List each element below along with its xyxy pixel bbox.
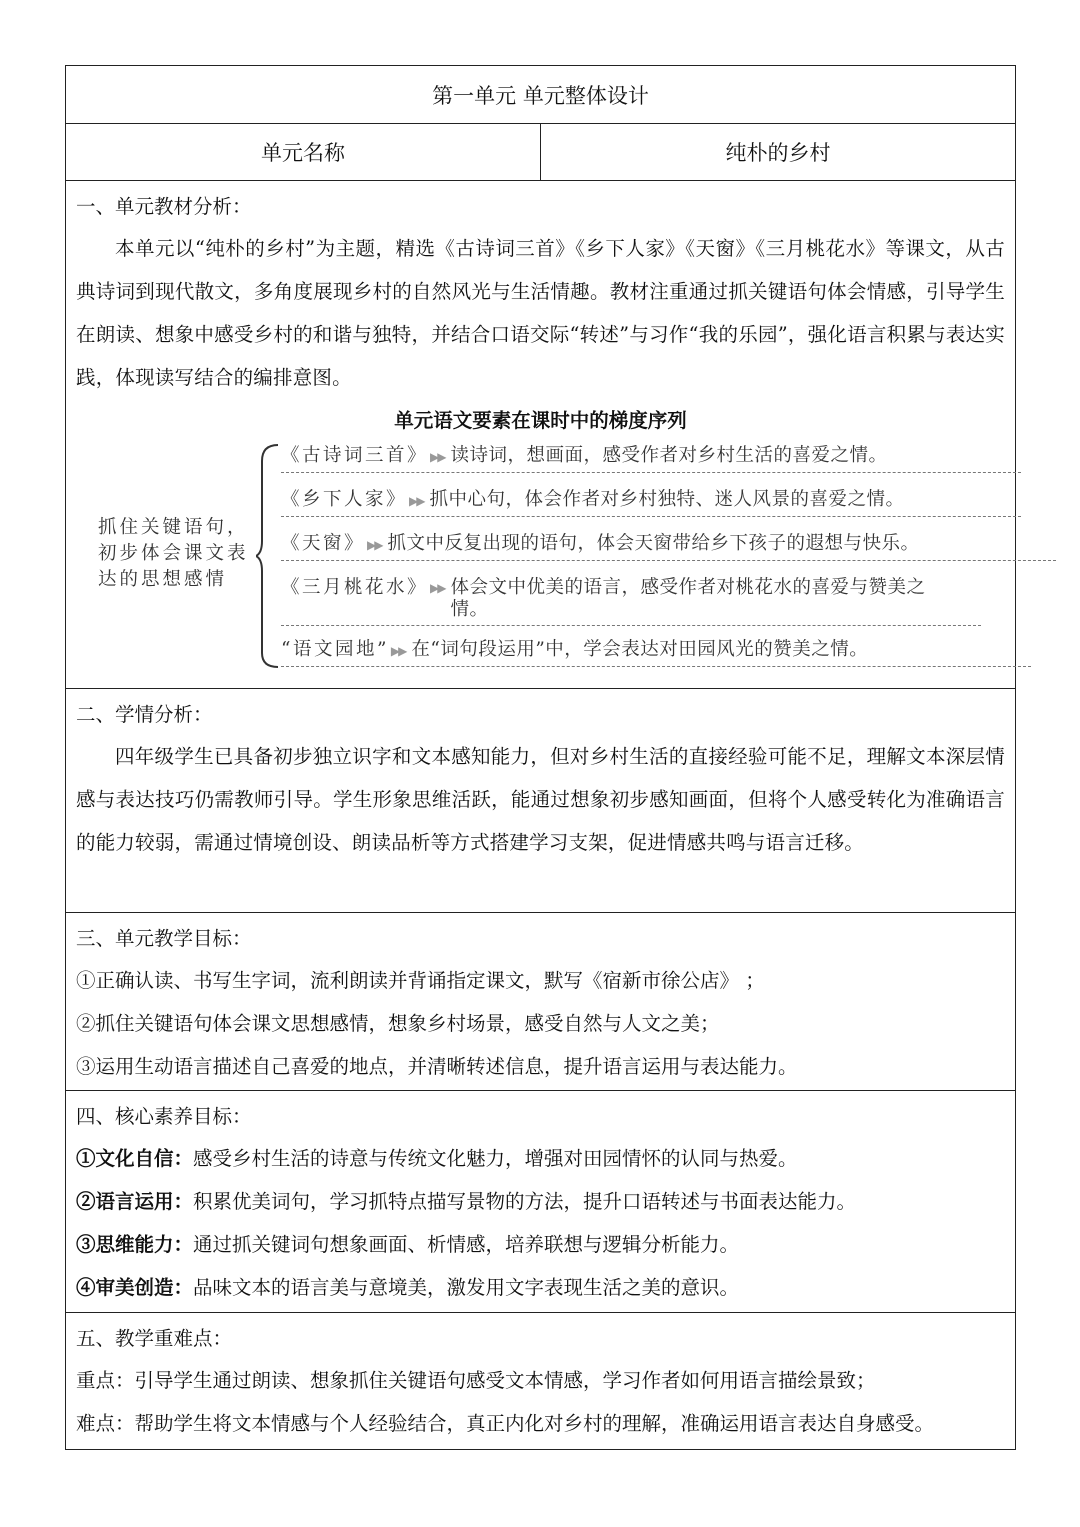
- literacy-item: [76, 1266, 1005, 1309]
- page-title: 第一单元 单元整体设计: [432, 83, 649, 108]
- goal-item: ①正确认读、书写生字词，流利朗读并背诵指定课文，默写《宿新市徐公店》 ；: [76, 969, 765, 992]
- table-title-row: [66, 66, 1015, 124]
- literacy-text: 通过抓关键词句想象画面、析情感，培养联想与逻辑分析能力。: [193, 1233, 740, 1256]
- sequence-desc: 体会文中优美的语言，感受作者对桃花水的喜爱与赞美之情。: [450, 577, 926, 620]
- sequence-desc: 抓中心句，体会作者对乡村独特、迷人风景的喜爱之情。: [429, 489, 905, 510]
- literacy-label: ①文化自信：: [76, 1147, 194, 1170]
- section-heading: 三、单元教学目标：: [76, 927, 252, 950]
- sequence-desc: 抓文中反复出现的语句，体会天窗带给乡下孩子的遐想与快乐。: [387, 533, 920, 554]
- section-heading: 一、单元教材分析：: [76, 195, 252, 218]
- unit-name-label: 单元名称: [66, 124, 541, 180]
- double-arrow-icon: ▶▶: [430, 450, 445, 464]
- literacy-label: ②语言运用：: [76, 1190, 194, 1213]
- key-point-item: 重点：引导学生通过朗读、想象抓住关键语句感受文本情感，学习作者如何用语言描绘景致；: [76, 1369, 876, 1392]
- literacy-item: [76, 1180, 1005, 1223]
- double-arrow-icon: ▶▶: [367, 538, 382, 552]
- sequence-item: [281, 489, 1021, 517]
- literacy-text: 品味文本的语言美与意境美，激发用文字表现生活之美的意识。: [193, 1276, 740, 1299]
- literacy-item: [76, 1223, 1005, 1266]
- sequence-desc: 在“词句段运用”中，学会表达对田园风光的赞美之情。: [411, 639, 869, 660]
- double-arrow-icon: ▶▶: [390, 644, 406, 658]
- unit-name-value: 纯朴的乡村: [725, 141, 831, 165]
- section-paragraph: 本单元以“纯朴的乡村”为主题，精选《古诗词三首》《乡下人家》《天窗》《三月桃花水》等课文，从古典诗词到现代散文，多角度展现乡村的自然风光与生活情趣。教材注重通过抓关键语句体会情感，引导学生在朗读、想象中感受乡村的和谐与独特，并结合口语交际“转述”与习作“我的乐园”，强化语言积累与表达实践，体现读写结合的编排意图。: [76, 237, 1005, 389]
- section-learner-analysis: [66, 689, 1015, 913]
- section-paragraph: 四年级学生已具备初步独立识字和文本感知能力，但对乡村生活的直接经验可能不足，理解文本深层情感与表达技巧仍需教师引导。学生形象思维活跃，能通过想象初步感知画面，但将个人感受转化为准确语言的能力较弱，需通过情境创设、朗读品析等方式搭建学习支架，促进情感共鸣与语言迁移。: [76, 745, 1005, 854]
- sequence-lesson: 《三月桃花水》: [281, 577, 429, 598]
- difficult-point-item: 难点：帮助学生将文本情感与个人经验结合，真正内化对乡村的理解，准确运用语言表达自身感受。: [76, 1412, 935, 1435]
- sequence-lesson: 《乡下人家》: [281, 489, 408, 510]
- sequence-item: [281, 445, 1021, 473]
- double-arrow-icon: ▶▶: [409, 494, 424, 508]
- unit-name-row: [66, 124, 1015, 181]
- literacy-item: [76, 1137, 1005, 1180]
- sequence-item: [281, 639, 1031, 667]
- double-arrow-icon: ▶▶: [430, 581, 445, 595]
- diagram-title: 单元语文要素在课时中的梯度序列: [394, 409, 687, 432]
- gradient-sequence-diagram: [76, 441, 1005, 676]
- section-teaching-goals: [66, 913, 1015, 1091]
- section-key-difficult-points: [66, 1313, 1015, 1449]
- sequence-lesson: “语文园地”: [281, 639, 389, 660]
- section-core-literacy: [66, 1091, 1015, 1313]
- sequence-lesson: 《天窗》: [281, 533, 366, 554]
- sequence-item: [281, 533, 1056, 561]
- sequence-desc: 读诗词，想画面，感受作者对乡村生活的喜爱之情。: [450, 445, 888, 466]
- literacy-label: ③思维能力：: [76, 1233, 194, 1256]
- literacy-text: 积累优美词句，学习抓特点描写景物的方法，提升口语转述与书面表达能力。: [193, 1190, 857, 1213]
- sequence-lesson: 《古诗词三首》: [281, 445, 429, 466]
- goal-item: ③运用生动语言描述自己喜爱的地点，并清晰转述信息，提升语言运用与表达能力。: [76, 1055, 798, 1078]
- section-heading: 四、核心素养目标：: [76, 1105, 252, 1128]
- literacy-label: ④审美创造：: [76, 1276, 194, 1299]
- section-heading: 二、学情分析：: [76, 703, 213, 726]
- section-heading: 五、教学重难点：: [76, 1327, 233, 1350]
- unit-design-table: [65, 65, 1016, 1450]
- diagram-core-element: 抓住关键语句，初步体会课文表达的思想感情: [98, 517, 249, 590]
- literacy-text: 感受乡村生活的诗意与传统文化魅力，增强对田园情怀的认同与热爱。: [193, 1147, 798, 1170]
- section-material-analysis: [66, 181, 1015, 689]
- goal-item: ②抓住关键语句体会课文思想感情，想象乡村场景，感受自然与人文之美；: [76, 1012, 720, 1035]
- sequence-item: [281, 577, 981, 626]
